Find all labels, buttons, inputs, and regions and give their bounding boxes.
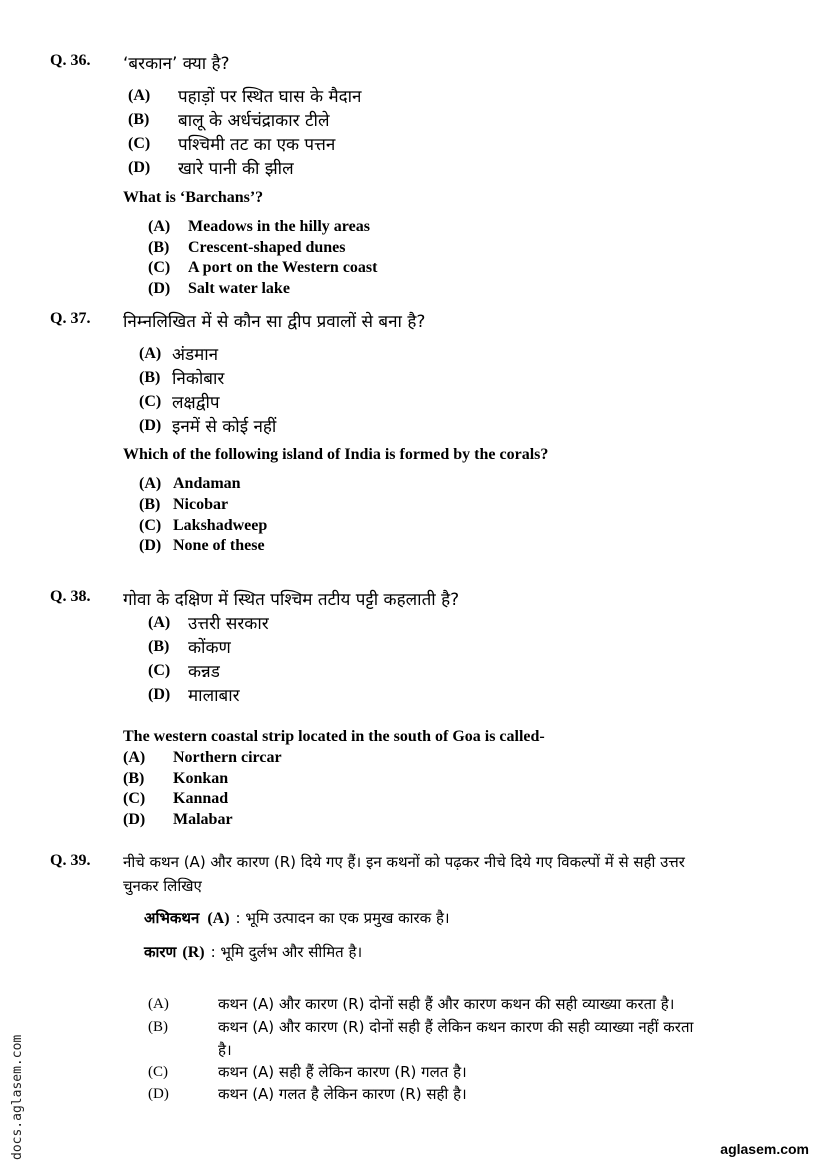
option-text: Northern circar: [173, 749, 282, 766]
option-label: (D): [139, 417, 162, 434]
assertion-label: अभिकथन: [144, 909, 200, 927]
option-text: निकोबार: [172, 369, 225, 389]
option-label: (B): [128, 111, 150, 128]
option-text: उत्तरी सरकार: [188, 614, 269, 634]
question-english: What is ‘Barchans’?: [123, 189, 264, 206]
option-text: कथन (A) सही हैं लेकिन कारण (R) गलत है।: [218, 1063, 467, 1081]
option-label: (C): [148, 259, 171, 276]
assertion-line: [144, 908, 450, 928]
option-label: (C): [139, 517, 162, 534]
option-label: (C): [148, 662, 171, 679]
question-hindi: नीचे कथन (A) और कारण (R) दिये गए हैं। इन कथनों को पढ़कर नीचे दिये गए विकल्पों में से सही उत्तर: [123, 853, 685, 871]
reason-label: कारण: [144, 943, 177, 961]
question-number: Q. 36.: [50, 52, 91, 69]
option-label: (C): [128, 135, 151, 152]
option-label: (D): [128, 159, 151, 176]
option-text: इनमें से कोई नहीं: [172, 417, 277, 437]
option-text: कोंकण: [188, 638, 231, 658]
option-text: Salt water lake: [188, 280, 290, 297]
option-text: कथन (A) और कारण (R) दोनों सही हैं और कारण कथन की सही व्याख्या करता है।: [218, 995, 675, 1013]
option-text: Nicobar: [173, 496, 229, 513]
option-text-continued: है।: [218, 1041, 232, 1059]
question-hindi: ‘बरकान’ क्या है?: [123, 54, 230, 74]
option-text: Andaman: [173, 475, 241, 492]
reason-text: : भूमि दुर्लभ और सीमित है।: [210, 943, 363, 961]
option-text: बालू के अर्धचंद्राकार टीले: [178, 111, 330, 131]
question-english: Which of the following island of India is formed by the corals?: [123, 446, 549, 463]
option-label: (B): [148, 1019, 168, 1035]
option-label: (D): [148, 686, 171, 703]
option-label: (D): [139, 537, 162, 554]
option-text: खारे पानी की झील: [178, 159, 294, 179]
option-label: (B): [123, 770, 145, 787]
footer-brand: aglasem.com: [720, 1141, 809, 1157]
option-label: (D): [148, 280, 171, 297]
option-text: कथन (A) और कारण (R) दोनों सही हैं लेकिन कथन कारण की सही व्याख्या नहीं करता: [218, 1018, 694, 1036]
option-text: None of these: [173, 537, 265, 554]
option-text: पश्चिमी तट का एक पत्तन: [178, 135, 336, 155]
option-label: (A): [148, 218, 171, 235]
side-watermark: docs.aglasem.com: [10, 1034, 25, 1160]
option-text: Lakshadweep: [173, 517, 268, 534]
option-text: Meadows in the hilly areas: [188, 218, 370, 235]
question-hindi: निम्नलिखित में से कौन सा द्वीप प्रवालों से बना है?: [123, 312, 426, 332]
option-text: Kannad: [173, 790, 229, 807]
option-text: मालाबार: [188, 686, 240, 706]
option-text: अंडमान: [172, 345, 219, 365]
option-label: (D): [148, 1086, 169, 1102]
option-label: (B): [139, 369, 161, 386]
option-label: (A): [128, 87, 151, 104]
question-hindi: गोवा के दक्षिण में स्थित पश्चिम तटीय पट्टी कहलाती है?: [123, 590, 460, 610]
option-label: (A): [148, 996, 169, 1012]
option-text: कथन (A) गलत है लेकिन कारण (R) सही है।: [218, 1085, 467, 1103]
option-label: (B): [148, 638, 170, 655]
question-hindi-continued: चुनकर लिखिए: [123, 877, 202, 895]
option-text: Konkan: [173, 770, 229, 787]
option-text: पहाड़ों पर स्थित घास के मैदान: [178, 87, 362, 107]
assertion-tag: (A): [207, 910, 230, 927]
assertion-text: : भूमि उत्पादन का एक प्रमुख कारक है।: [235, 909, 450, 927]
option-label: (B): [139, 496, 161, 513]
question-number: Q. 38.: [50, 588, 91, 605]
option-label: (A): [123, 749, 146, 766]
option-label: (D): [123, 811, 146, 828]
option-label: (C): [139, 393, 162, 410]
option-label: (A): [148, 614, 171, 631]
option-text: A port on the Western coast: [188, 259, 378, 276]
option-label: (C): [148, 1064, 168, 1080]
option-label: (A): [139, 475, 162, 492]
reason-line: [144, 942, 362, 962]
option-text: कन्नड: [188, 662, 220, 682]
question-number: Q. 37.: [50, 310, 91, 327]
option-text: Crescent-shaped dunes: [188, 239, 346, 256]
question-english: The western coastal strip located in the south of Goa is called-: [123, 728, 545, 745]
option-text: लक्षद्वीप: [172, 393, 220, 413]
option-text: Malabar: [173, 811, 233, 828]
question-number: Q. 39.: [50, 852, 91, 869]
option-label: (B): [148, 239, 170, 256]
reason-tag: (R): [182, 944, 205, 961]
option-label: (C): [123, 790, 146, 807]
option-label: (A): [139, 345, 162, 362]
